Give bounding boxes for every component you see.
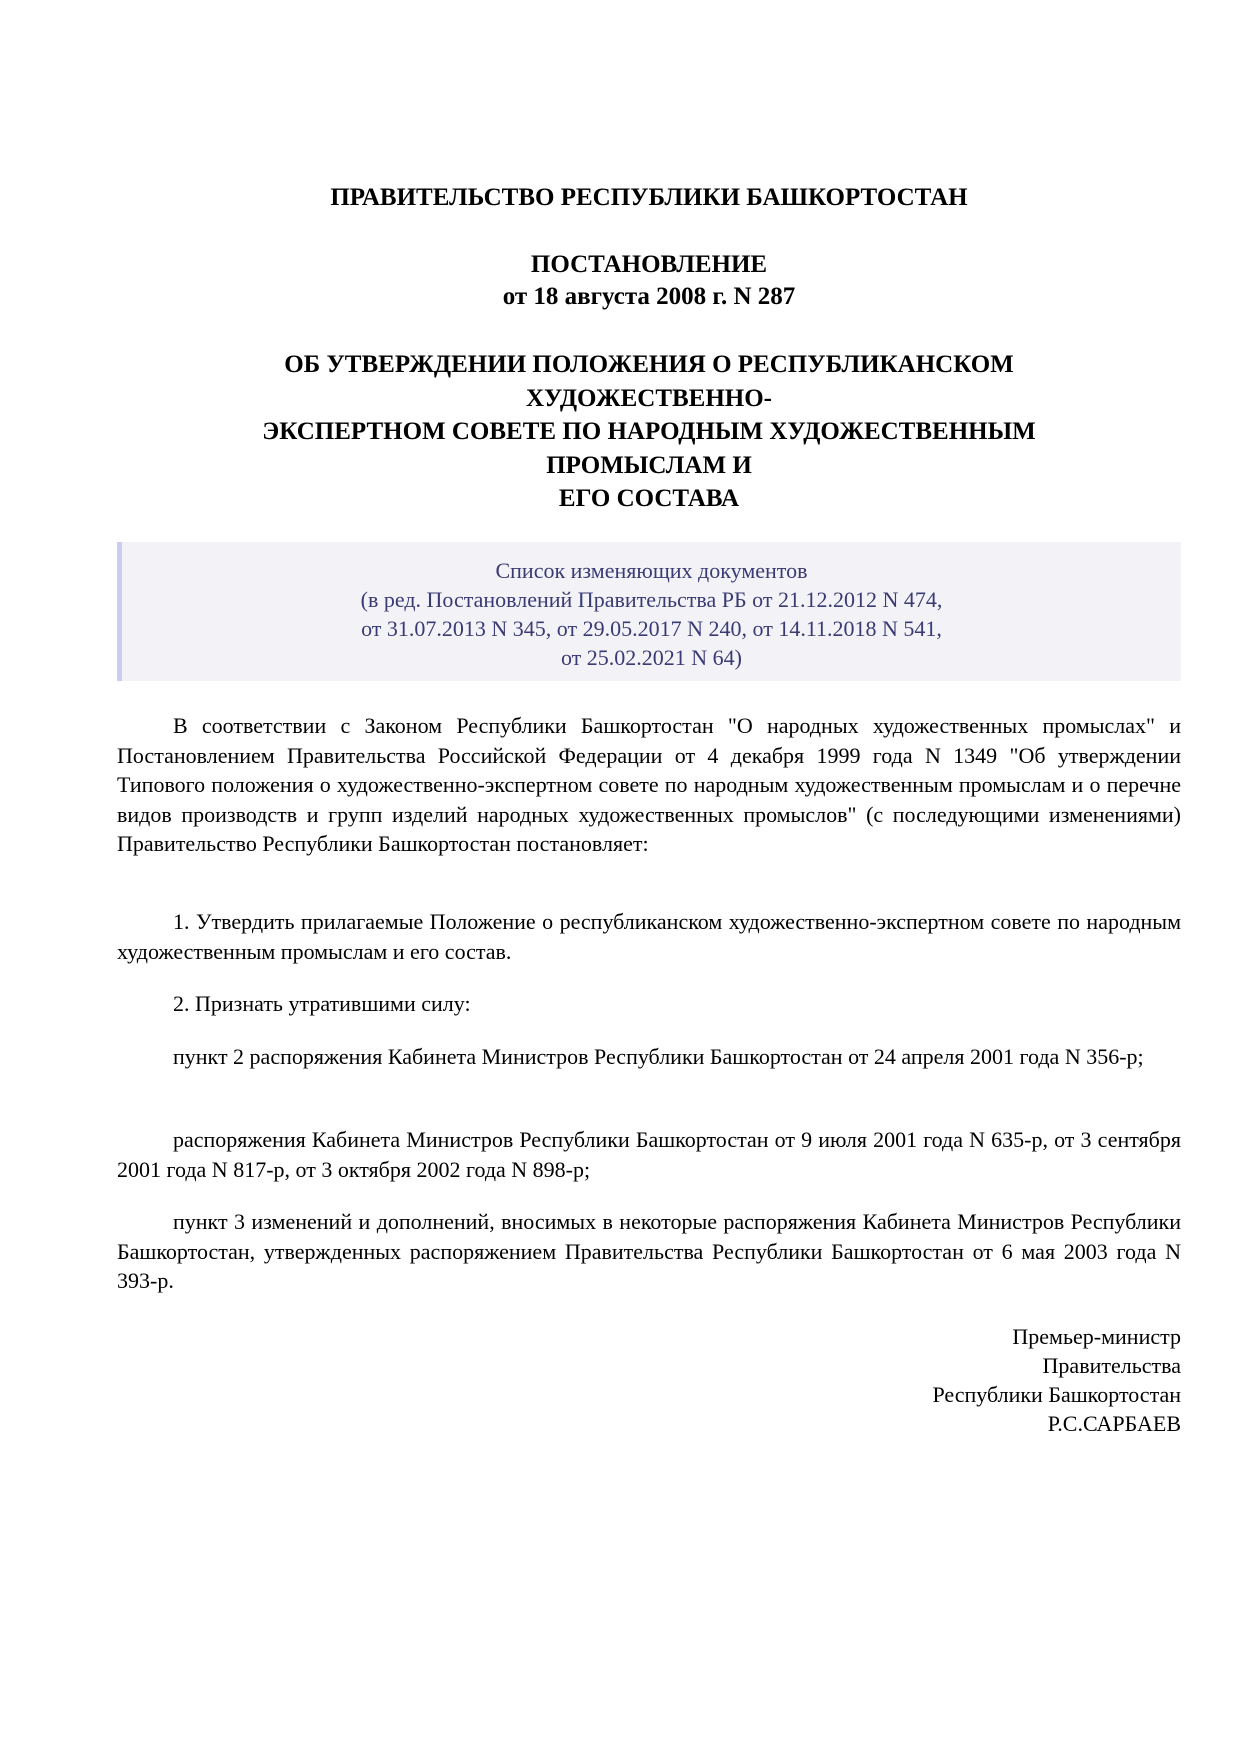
preamble-paragraph: В соответствии с Законом Республики Башкортостан "О народных художественных промыслах" и Постановлением Правительства Российской Федерации от 4 декабря 1999 года N 1349 "Об утверждении Типового положения о художественно-экспертном совете по народным художественным промыслам и о перечне видов производств и групп изделий народных художественных промыслов" (с последующими изменениями) Правительство Республики Башкортостан постановляет: (117, 713, 1181, 856)
clause-1: 1. Утвердить прилагаемые Положение о республиканском художественно-экспертном совете по народным художественным промыслам и его состав. (117, 909, 1181, 964)
repealed-item: распоряжения Кабинета Министров Республики Башкортостан от 9 июля 2001 года N 635-р, от 3 сентября 2001 года N 817-р, от 3 октября 2002 года N 898-р; (117, 1127, 1181, 1182)
repealed-item: пункт 3 изменений и дополнений, вносимых в некоторые распоряжения Кабинета Министров Республики Башкортостан, утвержденных распоряжением Правительства Республики Башкортостан от 6 мая 2003 года N 393-р. (117, 1209, 1181, 1293)
title-line: ЭКСПЕРТНОМ СОВЕТЕ ПО НАРОДНЫМ ХУДОЖЕСТВЕННЫМ (262, 418, 1036, 445)
document-type: ПОСТАНОВЛЕНИЕ (530, 251, 768, 278)
title-line: ПРОМЫСЛАМ И (546, 451, 752, 479)
amendments-line: Список изменяющих документов (495, 558, 808, 583)
signature-block (932, 1322, 1181, 1438)
signatory-name: Р.С.САРБАЕВ (1047, 1411, 1181, 1436)
signature-line: Республики Башкортостан (932, 1382, 1181, 1407)
amendments-line: от 31.07.2013 N 345, от 29.05.2017 N 240, от 14.11.2018 N 541, (361, 616, 942, 641)
signature-line: Премьер-министр (1012, 1324, 1181, 1349)
clause-2: 2. Признать утратившими силу: (173, 991, 471, 1016)
authority-heading: ПРАВИТЕЛЬСТВО РЕСПУБЛИКИ БАШКОРТОСТАН (330, 184, 968, 211)
title-line: ЕГО СОСТАВА (558, 485, 740, 512)
title-line: ХУДОЖЕСТВЕННО- (525, 384, 773, 412)
document-date-number: от 18 августа 2008 г. N 287 (502, 283, 796, 310)
signature-line: Правительства (1042, 1353, 1181, 1378)
title-line: ОБ УТВЕРЖДЕНИИ ПОЛОЖЕНИЯ О РЕСПУБЛИКАНСКОМ (284, 351, 1014, 378)
amendments-line: от 25.02.2021 N 64) (560, 645, 743, 670)
document-title (117, 348, 1181, 516)
amendments-line: (в ред. Постановлений Правительства РБ от 21.12.2012 N 474, (360, 587, 943, 612)
amendments-box (117, 542, 1181, 681)
repealed-item: пункт 2 распоряжения Кабинета Министров Республики Башкортостан от 24 апреля 2001 года N 356-р; (173, 1044, 1144, 1069)
